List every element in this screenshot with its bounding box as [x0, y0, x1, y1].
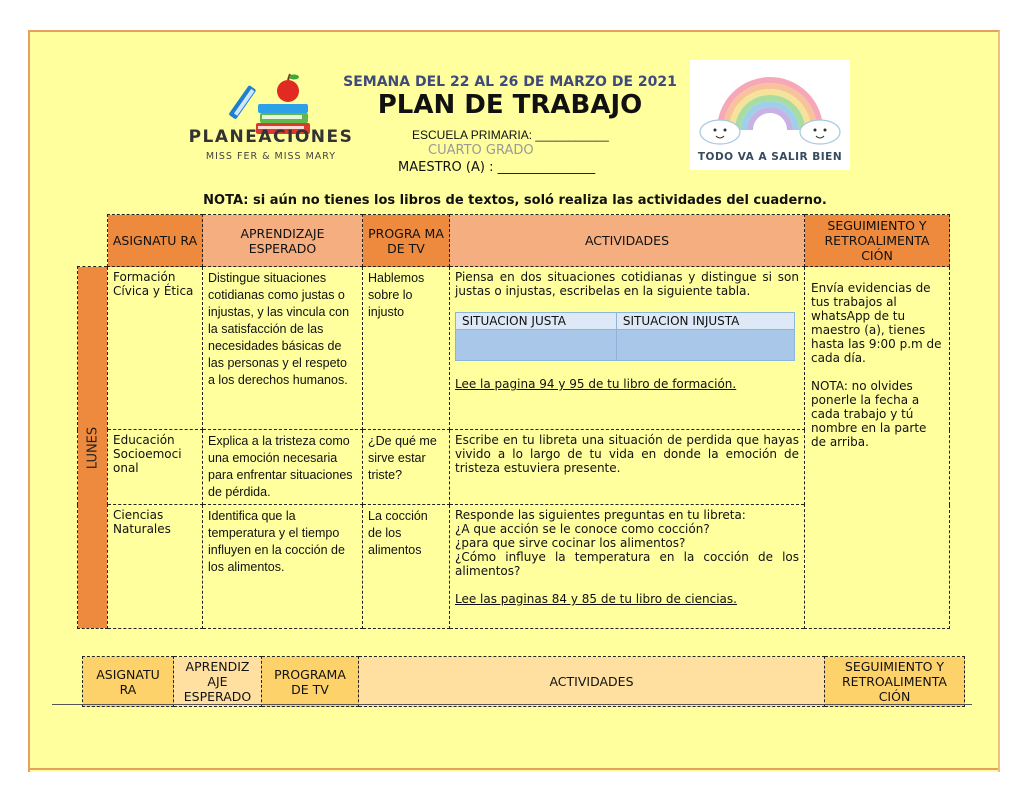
day-label: LUNES: [85, 426, 100, 469]
row2-programa: ¿De qué me sirve estar triste?: [363, 430, 450, 505]
table2-header-asignatura: ASIGNATU RA: [83, 657, 174, 707]
escuela-field: ESCUELA PRIMARIA: ___________: [412, 128, 609, 142]
maestro-field: MAESTRO (A) : _______________: [398, 160, 596, 175]
table2-header-programa: PROGRAMA DE TV: [262, 657, 359, 707]
situacion-injusta-header: SITUACION INJUSTA: [616, 313, 794, 330]
row3-programa: La cocción de los alimentos: [363, 505, 450, 629]
header-actividades: ACTIVIDADES: [450, 215, 805, 267]
row3-actividad-l1: Responde las siguientes preguntas en tu libreta:: [455, 508, 746, 522]
table2-header-seguimiento: SEGUIMIENTO Y RETROALIMENTA CIÓN: [825, 657, 965, 707]
situacion-justa-header: SITUACION JUSTA: [456, 313, 617, 330]
logo-subtitle: MISS FER & MISS MARY: [205, 151, 337, 162]
logo-title: PLANEACIONES: [188, 127, 354, 147]
header-aprendizaje: APRENDIZAJE ESPERADO: [203, 215, 363, 267]
situacion-injusta-cell[interactable]: [616, 330, 794, 361]
row1-asignatura: Formación Cívica y Ética: [108, 267, 203, 430]
seguimiento-cell: [805, 267, 950, 629]
row1-programa: Hablemos sobre lo injusto: [363, 267, 450, 430]
row3-actividades: [450, 505, 805, 629]
row3-aprendizaje: Identifica que la temperatura y el tiempo influyen en la cocción de los alimentos.: [203, 505, 363, 629]
day-cell: [78, 267, 108, 629]
table2-header-actividades: ACTIVIDADES: [359, 657, 825, 707]
row3-actividad-l2: ¿A que acción se le conoce como cocción?: [455, 522, 710, 536]
header-asignatura: ASIGNATU RA: [108, 215, 203, 267]
row3-actividad-l4: ¿Cómo influye la temperatura en la cocción de los alimentos?: [455, 550, 799, 578]
row3-actividad-link: Lee las paginas 84 y 85 de tu libro de ciencias.: [455, 592, 737, 606]
empty-corner: [78, 215, 108, 267]
table2-header-aprendizaje: APRENDIZ AJE ESPERADO: [174, 657, 262, 707]
row2-asignatura: Educación Socioemoci onal: [108, 430, 203, 505]
row1-actividad-link: Lee la pagina 94 y 95 de tu libro de formación.: [455, 377, 737, 391]
page-title: PLAN DE TRABAJO: [377, 90, 643, 120]
row2-actividades: Escribe en tu libreta una situación de perdida que hayas vivido a lo largo de tu vida en donde la emoción de tristeza estuviera presente.: [450, 430, 805, 505]
header-seguimiento: SEGUIMIENTO Y RETROALIMENTA CIÓN: [805, 215, 950, 267]
row1-actividades: [450, 267, 805, 430]
seguimiento-nota: NOTA: no olvides ponerle la fecha a cada trabajo y tú nombre en la parte de arriba.: [811, 379, 927, 449]
rainbow-caption: TODO VA A SALIR BIEN: [697, 151, 843, 163]
nota-text: NOTA: si aún no tienes los libros de textos, soló realiza las actividades del cuaderno.: [203, 193, 827, 208]
situacion-justa-cell[interactable]: [456, 330, 617, 361]
row1-aprendizaje: Distingue situaciones cotidianas como justas o injustas, y las vincula con la satisfacción de las necesidades básicas de las personas y el respeto a los derechos humanos.: [203, 267, 363, 430]
grado-label: CUARTO GRADO: [428, 143, 534, 158]
row3-actividad-l3: ¿para que sirve cocinar los alimentos?: [455, 536, 686, 550]
row1-actividad-texto: Piensa en dos situaciones cotidianas y distingue si son justas o injustas, escribelas en la siguiente tabla.: [455, 270, 799, 298]
row3-asignatura: Ciencias Naturales: [108, 505, 203, 629]
plan-table-next: [82, 656, 965, 707]
situacion-table: [455, 312, 795, 361]
seguimiento-texto: Envía evidencias de tus trabajos al whatsApp de tu maestro (a), tienes hasta las 9:00 p.m de cada día.: [811, 281, 942, 365]
bottom-rule: [52, 704, 972, 705]
row2-aprendizaje: Explica a la tristeza como una emoción necesaria para enfrentar situaciones de pérdida.: [203, 430, 363, 505]
week-title: SEMANA DEL 22 AL 26 DE MARZO DE 2021: [343, 74, 677, 90]
plan-table-lunes: [77, 214, 950, 629]
page-border-bottom: [28, 768, 998, 770]
header-programa: PROGRA MA DE TV: [363, 215, 450, 267]
